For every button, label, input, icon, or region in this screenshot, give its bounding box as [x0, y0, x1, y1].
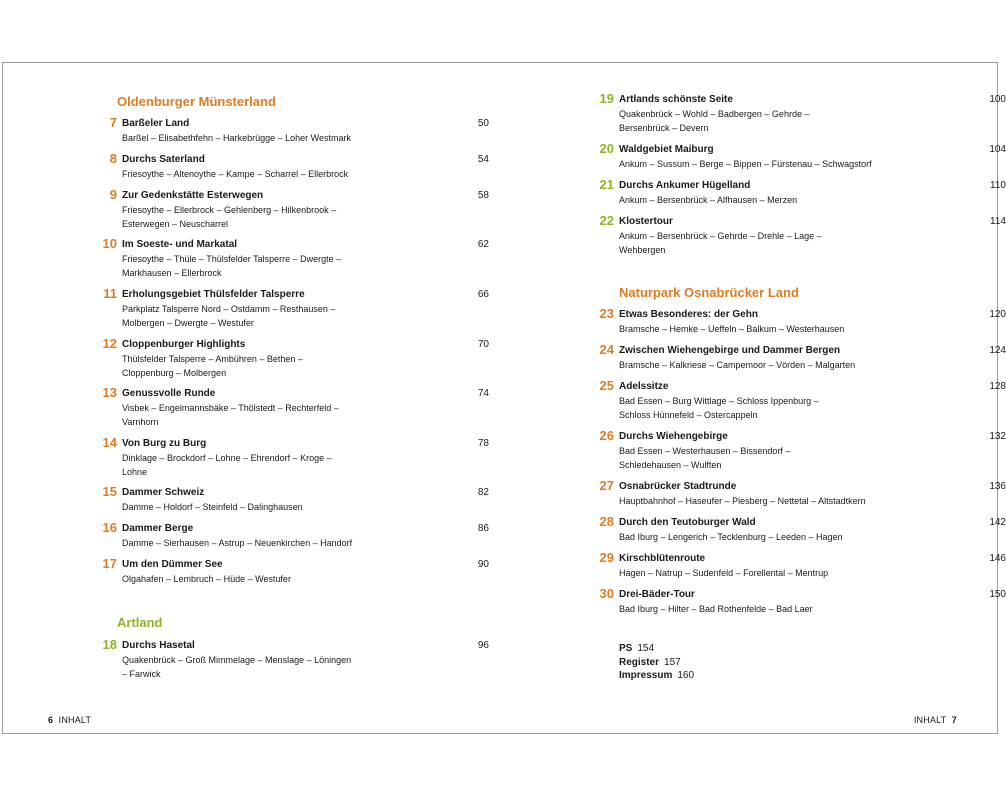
entry-number: 13 — [102, 385, 117, 400]
entry-number: 30 — [599, 586, 614, 601]
entry-number: 7 — [109, 115, 117, 130]
toc-entry[interactable] — [586, 91, 1006, 142]
entry-number: 22 — [599, 213, 614, 228]
entry-page: 86 — [477, 523, 489, 534]
entry-number: 28 — [599, 514, 614, 529]
entry-page: 132 — [989, 431, 1006, 442]
toc-entry[interactable] — [586, 213, 1006, 264]
entry-places: Thülsfelder Talsperre – Ambühren – Bethen – Cloppenburg – Molbergen — [122, 354, 303, 378]
entry-places: Olgahafen – Lembruch – Hüde – Westufer — [122, 574, 291, 584]
toc-entry[interactable] — [89, 236, 489, 287]
entry-page: 150 — [989, 589, 1006, 600]
entry-page: 114 — [990, 216, 1006, 227]
entry-places: Hagen – Natrup – Sudenfeld – Forellental – Mentrup — [619, 568, 829, 578]
entry-places: Ankum – Bersenbrück – Alfhausen – Merzen — [619, 195, 798, 205]
entry-title: Cloppenburger Highlights — [122, 339, 246, 350]
entry-page: 146 — [989, 553, 1006, 564]
entry-title: Dammer Schweiz — [122, 487, 205, 498]
entry-page: 124 — [989, 345, 1006, 356]
entry-page: 78 — [477, 438, 489, 449]
entry-number: 16 — [102, 520, 117, 535]
entry-places: Bad Essen – Burg Wittlage – Schloss Ippenburg – Schloss Hünnefeld – Ostercappeln — [619, 396, 819, 420]
entry-page: 110 — [990, 180, 1006, 191]
footer-label: INHALT — [913, 715, 947, 725]
entry-places: Bramsche – Kalkriese – Campemoor – Vörden – Malgarten — [619, 360, 856, 370]
entry-number: 20 — [599, 141, 614, 156]
toc-entry[interactable] — [89, 187, 489, 238]
footer-page-number: 6 — [48, 715, 54, 725]
entry-title: Durchs Hasetal — [122, 640, 195, 651]
entry-title: Zur Gedenkstätte Esterwegen — [122, 190, 264, 201]
entry-places: Bramsche – Hemke – Ueffeln – Balkum – Westerhausen — [619, 324, 845, 334]
entry-title: Osnabrücker Stadtrunde — [619, 481, 737, 492]
entry-title: Durch den Teutoburger Wald — [619, 517, 756, 528]
entry-places: Quakenbrück – Groß Mimmelage – Menslage – Löningen – Farwick — [122, 655, 352, 679]
entry-title: Genussvolle Runde — [122, 388, 216, 399]
entry-title: Erholungsgebiet Thülsfelder Talsperre — [122, 289, 305, 300]
entry-places: Damme – Sierhausen – Astrup – Neuenkirchen – Handorf — [122, 538, 353, 548]
entry-places: Bad Essen – Westerhausen – Bissendorf – Schledehausen – Wulften — [619, 446, 791, 470]
entry-page: 136 — [989, 481, 1006, 492]
entry-places: Dinklage – Brockdorf – Lohne – Ehrendorf – Kroge – Lohne — [122, 453, 332, 477]
section-title-naturpark: Naturpark Osnabrücker Land — [619, 285, 799, 300]
entry-page: 120 — [989, 309, 1006, 320]
entry-number: 17 — [102, 556, 117, 571]
entry-title: Dammer Berge — [122, 523, 194, 534]
entry-title: Von Burg zu Burg — [122, 438, 207, 449]
entry-number: 12 — [102, 336, 117, 351]
extras-item-register[interactable]: Register 157 — [619, 656, 681, 668]
entry-number: 29 — [599, 550, 614, 565]
entry-places: Bad Iburg – Hilter – Bad Rothenfelde – Bad Laer — [619, 604, 813, 614]
entry-number: 11 — [103, 286, 117, 301]
toc-entry[interactable] — [586, 586, 1006, 637]
entry-page: 142 — [989, 517, 1006, 528]
entry-page: 54 — [477, 154, 489, 165]
entry-places: Friesoythe – Altenoythe – Kampe – Scharrel – Ellerbrock — [122, 169, 349, 179]
entry-page: 50 — [477, 118, 489, 129]
entry-title: Zwischen Wiehengebirge und Dammer Bergen — [619, 345, 841, 356]
entry-places: Visbek – Engelmannsbäke – Thölstedt – Rechterfeld – Varnhorn — [122, 403, 339, 427]
entry-page: 104 — [989, 144, 1006, 155]
toc-entry[interactable] — [89, 286, 489, 337]
entry-page: 82 — [477, 487, 489, 498]
entry-title: Barßeler Land — [122, 118, 190, 129]
entry-places: Ankum – Sussum – Berge – Bippen – Fürstenau – Schwagstorf — [619, 159, 872, 169]
entry-title: Durchs Ankumer Hügelland — [619, 180, 751, 191]
entry-page: 62 — [477, 239, 489, 250]
entry-number: 26 — [599, 428, 614, 443]
entry-title: Drei-Bäder-Tour — [619, 589, 695, 600]
entry-title: Durchs Saterland — [122, 154, 205, 165]
footer-right — [914, 715, 957, 725]
entry-title: Kirschblütenroute — [619, 553, 706, 564]
entry-number: 10 — [102, 236, 117, 251]
entry-number: 15 — [102, 484, 117, 499]
entry-title: Klostertour — [619, 216, 673, 227]
book-spread — [2, 62, 1006, 734]
toc-entry[interactable] — [89, 556, 489, 607]
section-title-oldenburger: Oldenburger Münsterland — [117, 94, 276, 109]
entry-page: 74 — [477, 388, 489, 399]
entry-places: Ankum – Bersenbrück – Gehrde – Drehle – Lage – Wehbergen — [619, 231, 822, 255]
entry-number: 24 — [599, 342, 614, 357]
entry-page: 90 — [477, 559, 489, 570]
entry-number: 9 — [109, 187, 117, 202]
entry-number: 14 — [102, 435, 117, 450]
entry-page: 96 — [477, 640, 489, 651]
section-title-artland: Artland — [117, 615, 163, 630]
entry-places: Barßel – Elisabethfehn – Harkebrügge – Loher Westmark — [122, 133, 351, 143]
entry-number: 23 — [599, 306, 614, 321]
entry-title: Artlands schönste Seite — [619, 94, 733, 105]
entry-number: 19 — [599, 91, 614, 106]
entry-places: Quakenbrück – Wohld – Badbergen – Gehrde – Bersenbrück – Devern — [619, 109, 810, 133]
extras-item-ps[interactable]: PS 154 — [619, 643, 655, 654]
entry-page: 100 — [989, 94, 1006, 105]
entry-number: 27 — [599, 478, 614, 493]
entry-page: 128 — [989, 381, 1006, 392]
toc-entry[interactable] — [586, 428, 1006, 479]
entry-number: 21 — [599, 177, 614, 192]
entry-number: 25 — [599, 378, 614, 393]
entry-title: Etwas Besonderes: der Gehn — [619, 309, 758, 320]
footer-label: INHALT — [58, 715, 92, 725]
entry-title: Adelssitze — [619, 381, 669, 392]
entry-places: Bad Iburg – Lengerich – Tecklenburg – Leeden – Hagen — [619, 532, 843, 542]
entry-number: 8 — [109, 151, 117, 166]
entry-title: Im Soeste- und Markatal — [122, 239, 238, 250]
entry-title: Durchs Wiehengebirge — [619, 431, 728, 442]
toc-entry[interactable] — [89, 336, 489, 387]
entry-places: Parkplatz Talsperre Nord – Ostdamm – Resthausen – Molbergen – Dwergte – Westufer — [122, 304, 336, 328]
entry-page: 70 — [477, 339, 489, 350]
extras-list — [619, 642, 694, 683]
extras-item-impressum[interactable]: Impressum 160 — [619, 670, 695, 682]
toc-entry[interactable] — [89, 385, 489, 436]
entry-places: Hauptbahnhof – Haseufer – Piesberg – Nettetal – Altstadtkern — [619, 496, 866, 506]
footer-page-number: 7 — [951, 715, 957, 725]
entry-page: 66 — [477, 289, 489, 300]
entry-title: Um den Dümmer See — [122, 559, 223, 570]
footer-left — [48, 715, 91, 725]
toc-entry[interactable] — [89, 435, 489, 486]
toc-entry[interactable] — [89, 637, 489, 688]
entry-page: 58 — [477, 190, 489, 201]
entry-places: Friesoythe – Thüle – Thülsfelder Talsperre – Dwergte – Markhausen – Ellerbrock — [122, 254, 342, 278]
entry-places: Friesoythe – Ellerbrock – Gehlenberg – Hilkenbrook – Esterwegen – Neuscharrel — [122, 205, 337, 229]
entry-number: 18 — [102, 637, 117, 652]
toc-entry[interactable] — [586, 378, 1006, 429]
entry-places: Damme – Holdorf – Steinfeld – Dalinghausen — [122, 502, 303, 512]
entry-title: Waldgebiet Maiburg — [619, 144, 714, 155]
